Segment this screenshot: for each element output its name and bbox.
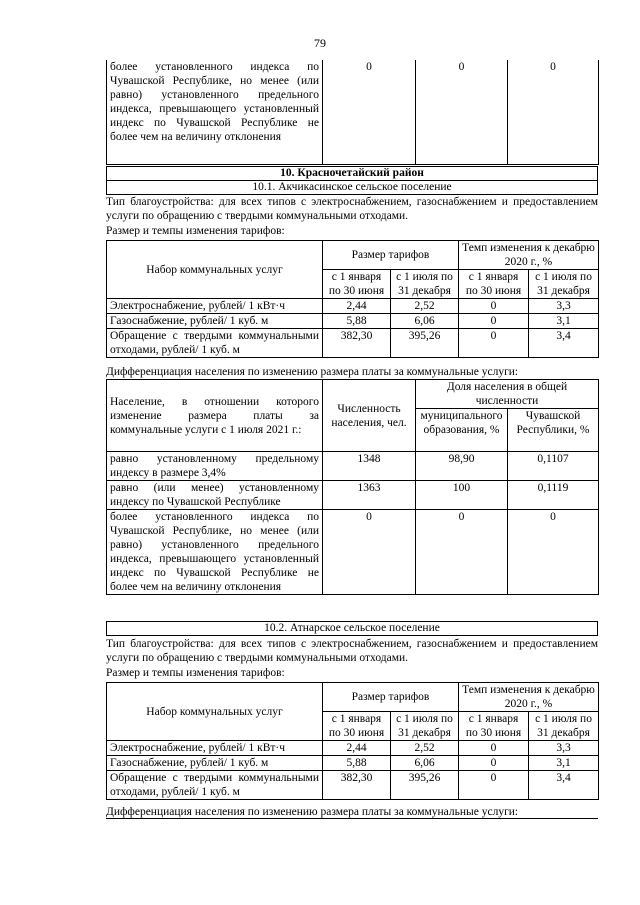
table-row: [107, 299, 599, 314]
cell-value: 382,30: [323, 329, 391, 358]
cell-value: 2,44: [323, 741, 391, 756]
tariff-table: [106, 682, 598, 800]
cell-value: 382,30: [323, 771, 391, 800]
cell-value: 3,4: [529, 329, 599, 358]
cell-value: 0: [508, 60, 599, 165]
cell-value: 395,26: [391, 771, 459, 800]
cell-value: 3,3: [529, 741, 599, 756]
cell-value: 2,52: [391, 741, 459, 756]
cell-value: 3,3: [529, 299, 599, 314]
section-title: 10.2. Атнарское сельское поселение: [106, 621, 598, 636]
header-count: Численность населения, чел.: [323, 380, 416, 452]
cell-value: 0: [459, 314, 529, 329]
table-row: [107, 452, 599, 481]
cell-value: 2,52: [391, 299, 459, 314]
cell-value: 0: [323, 60, 416, 165]
cell-value: 395,26: [391, 329, 459, 358]
service-name: Электроснабжение, рублей/ 1 кВт·ч: [107, 741, 323, 756]
row-label: равно (или менее) установленному индексу по Чувашской Республике: [107, 481, 323, 510]
header-service: Набор коммунальных услуг: [107, 683, 323, 741]
cell-value: 6,06: [391, 756, 459, 771]
service-name: Газоснабжение, рублей/ 1 куб. м: [107, 314, 323, 329]
table-row: [107, 314, 599, 329]
diff-caption: Дифференциация населения по изменению размера платы за коммунальные услуги:: [106, 366, 519, 378]
header-rate: Темп изменения к декабрю 2020 г., %: [459, 683, 599, 712]
header-period: с 1 января по 30 июня: [323, 712, 391, 741]
cell-value: 98,90: [416, 452, 508, 481]
cell-value: 100: [416, 481, 508, 510]
cell-value: 0: [323, 510, 416, 595]
header-period: с 1 июля по 31 декабря: [529, 712, 599, 741]
service-name: Обращение с твердыми коммунальными отходами, рублей/ 1 куб. м: [107, 771, 323, 800]
header-service: Набор коммунальных услуг: [107, 241, 323, 299]
row-label: более установленного индекса по Чувашской Республике, но менее (или равно) установленного предельного индекса, превышающего установленный индекс по Чувашской Республике не более чем на величину отклонения: [107, 510, 323, 595]
improvement-type: Тип благоустройства: для всех типов с электроснабжением, газоснабжением и предоставлением услуги по обращению с твердыми коммунальными отходами.: [106, 638, 598, 664]
row-label: более установленного индекса по Чувашской Республике, но менее (или равно) установленного предельного индекса, превышающего установленный индекс по Чувашской Республике не более чем на величину отклонения: [107, 60, 323, 165]
service-name: Газоснабжение, рублей/ 1 куб. м: [107, 756, 323, 771]
service-name: Электроснабжение, рублей/ 1 кВт·ч: [107, 299, 323, 314]
header-size: Размер тарифов: [323, 683, 459, 712]
header-population: Население, в отношении которого изменение размера платы за коммунальные услуги с 1 июля 2021 г.:: [107, 380, 323, 452]
table-row: [107, 741, 599, 756]
cell-value: 6,06: [391, 314, 459, 329]
improvement-type: Тип благоустройства: для всех типов с электроснабжением, газоснабжением и предоставлением услуги по обращению с твердыми коммунальными отходами.: [106, 196, 598, 222]
tariff-table: [106, 240, 598, 358]
top-table: [106, 60, 598, 165]
header-period: с 1 июля по 31 декабря: [391, 270, 459, 299]
cell-value: 0,1107: [508, 452, 599, 481]
header-period: с 1 января по 30 июня: [459, 270, 529, 299]
table-row: [107, 771, 599, 800]
cell-value: 1363: [323, 481, 416, 510]
cell-value: 3,1: [529, 314, 599, 329]
header-period: с 1 июля по 31 декабря: [391, 712, 459, 741]
table-row: [107, 756, 599, 771]
cell-value: 1348: [323, 452, 416, 481]
cell-value: 3,4: [529, 771, 599, 800]
page-number: 79: [314, 36, 326, 50]
cell-value: 0: [459, 771, 529, 800]
tariff-caption: Размер и темпы изменения тарифов:: [106, 225, 285, 237]
section-title: 10.1. Акчикасинское сельское поселение: [106, 180, 598, 195]
header-period: с 1 июля по 31 декабря: [529, 270, 599, 299]
table-row: [107, 481, 599, 510]
cell-value: 0: [459, 741, 529, 756]
cell-value: 0,1119: [508, 481, 599, 510]
cell-value: 0: [508, 510, 599, 595]
cell-value: 5,88: [323, 756, 391, 771]
cell-value: 5,88: [323, 314, 391, 329]
cell-value: 0: [459, 756, 529, 771]
header-share: Доля населения в общей численности: [416, 380, 599, 409]
header-period: с 1 января по 30 июня: [323, 270, 391, 299]
diff-caption: Дифференциация населения по изменению размера платы за коммунальные услуги:: [106, 806, 598, 819]
cell-value: 2,44: [323, 299, 391, 314]
cell-value: 0: [459, 329, 529, 358]
cell-value: 3,1: [529, 756, 599, 771]
header-period: с 1 января по 30 июня: [459, 712, 529, 741]
header-republic: Чувашской Республики, %: [508, 409, 599, 452]
diff-table: [106, 379, 598, 595]
table-row: [107, 60, 599, 165]
tariff-caption: Размер и темпы изменения тарифов:: [106, 667, 285, 679]
header-rate: Темп изменения к декабрю 2020 г., %: [459, 241, 599, 270]
table-row: [107, 510, 599, 595]
cell-value: 0: [416, 60, 508, 165]
header-municipal: муниципального образования, %: [416, 409, 508, 452]
service-name: Обращение с твердыми коммунальными отходами, рублей/ 1 куб. м: [107, 329, 323, 358]
district-title: 10. Красночетайский район: [106, 166, 598, 181]
header-size: Размер тарифов: [323, 241, 459, 270]
cell-value: 0: [416, 510, 508, 595]
cell-value: 0: [459, 299, 529, 314]
row-label: равно установленному предельному индексу в размере 3,4%: [107, 452, 323, 481]
table-row: [107, 329, 599, 358]
